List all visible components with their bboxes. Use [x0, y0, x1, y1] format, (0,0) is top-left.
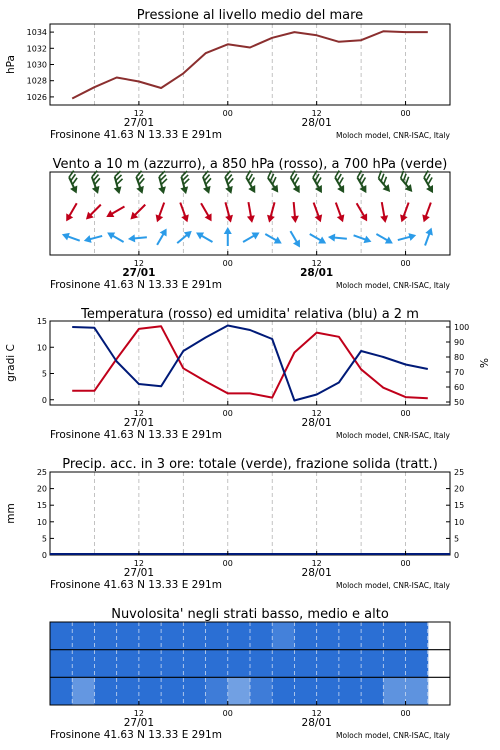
arrow-head [248, 185, 258, 195]
arrow-head [92, 186, 102, 195]
wind-arrow-700hpa [352, 171, 373, 196]
chart-title-3: Precip. acc. in 3 ore: totale (verde), frazione solida (tratt.) [62, 457, 438, 472]
x-date-label: 28/01 [301, 417, 332, 429]
wind-arrow-850hpa [153, 201, 168, 223]
arrow-head [203, 186, 213, 195]
credit-label: Moloch model, CNR-ISAC, Italy [336, 581, 450, 590]
wind-arrow-10m [154, 226, 170, 246]
cloud-cell-alto [50, 622, 73, 650]
x-tick-label: 12 [133, 109, 144, 118]
arrow-head [114, 186, 124, 195]
y-tick-label: 10 [36, 343, 47, 353]
arrow-head [128, 234, 136, 243]
x-tick-label: 00 [222, 559, 233, 568]
wind-arrow-700hpa [307, 171, 328, 196]
credit-label: Moloch model, CNR-ISAC, Italy [336, 131, 450, 140]
arrow-head [158, 186, 168, 195]
x-date-label: 27/01 [123, 417, 155, 429]
arrow-head [224, 227, 232, 234]
humidity-line [72, 326, 428, 401]
y-tick-label-right: 80 [454, 353, 465, 362]
x-date-label: 27/01 [123, 117, 155, 129]
cloud-cell-alto [183, 622, 206, 650]
wind-arrow-10m [241, 229, 261, 245]
y-tick-label-right: 20 [454, 484, 465, 494]
y-tick-label: 1028 [26, 76, 47, 86]
arrow-head [70, 185, 80, 195]
cloud-cell-alto [250, 622, 273, 650]
cloud-cell-basso [294, 677, 317, 705]
cloud-cell-alto [383, 622, 406, 650]
wind-arrow-850hpa [222, 201, 235, 223]
arrow-head [337, 214, 347, 223]
cloud-cell-medio [139, 650, 162, 678]
cloud-cell-medio [272, 650, 295, 678]
y-tick-label: 15 [36, 501, 47, 511]
x-tick-label: 12 [133, 259, 144, 268]
wind-arrow-700hpa [110, 171, 126, 195]
wind-arrow-700hpa [285, 171, 306, 196]
arrow-head [426, 185, 436, 195]
arrow-head [247, 215, 256, 223]
x-tick-label: 12 [311, 259, 322, 268]
credit-label: Moloch model, CNR-ISAC, Italy [336, 731, 450, 740]
x-tick-label: 00 [222, 709, 233, 718]
arrow-head [425, 226, 435, 235]
arrow-head [153, 214, 163, 223]
cloud-cell-alto [161, 622, 184, 650]
wind-arrow-850hpa [128, 202, 149, 223]
wind-arrow-700hpa [373, 171, 396, 195]
location-label: Frosinone 41.63 N 13.33 E 291m [50, 579, 222, 591]
x-tick-label: 12 [133, 559, 144, 568]
wind-arrow-850hpa [398, 201, 413, 223]
x-tick-label: 00 [400, 259, 411, 268]
y-tick-label: 1032 [26, 44, 47, 54]
cloud-cell-medio [206, 650, 229, 678]
x-date-label: 28/01 [301, 567, 332, 579]
y-tick-label: 10 [36, 517, 47, 527]
wind-arrow-700hpa [241, 171, 262, 196]
y-tick-label: 5 [41, 369, 47, 379]
cloud-cell-basso [250, 677, 273, 705]
wind-arrow-10m [421, 226, 435, 247]
y-axis-label: hPa [5, 55, 17, 74]
arrow-head [337, 185, 347, 195]
wind-arrow-700hpa [419, 171, 440, 196]
wind-arrow-700hpa [220, 171, 238, 195]
y-tick-label: 5 [41, 534, 47, 544]
arrow-head [360, 213, 370, 223]
cloud-cell-medio [339, 650, 362, 678]
y-tick-label-right: 100 [454, 323, 470, 332]
wind-arrow-700hpa [64, 171, 83, 196]
y-tick-label: 20 [36, 484, 47, 494]
y-axis-label: gradi C [5, 344, 17, 382]
wind-arrow-700hpa [330, 171, 351, 196]
cloud-cell-basso [139, 677, 162, 705]
cloud-cell-medio [383, 650, 406, 678]
y-tick-label-right: 10 [454, 517, 465, 527]
arrow-head [194, 229, 204, 239]
cloud-cell-basso [117, 677, 140, 705]
x-date-label: 27/01 [123, 717, 155, 729]
chart-title-1: Vento a 10 m (azzurro), a 850 hPa (rosso), a 700 hPa (verde) [52, 157, 448, 172]
location-label: Frosinone 41.63 N 13.33 E 291m [50, 279, 222, 291]
arrow-head [293, 185, 303, 195]
wind-arrow-10m [374, 231, 394, 247]
y-tick-label: 1026 [26, 92, 47, 102]
arrow-head [408, 231, 417, 241]
cloud-cell-alto [317, 622, 340, 650]
cloud-cell-medio [161, 650, 184, 678]
cloud-cell-basso [161, 677, 184, 705]
cloud-cell-medio [228, 650, 251, 678]
wind-arrow-10m [61, 230, 82, 244]
cloud-cell-alto [228, 622, 251, 650]
arrow-head [180, 186, 190, 195]
y-tick-label: 1030 [26, 60, 47, 70]
arrow-head [61, 230, 70, 240]
wind-arrow-10m [308, 231, 328, 247]
y-axis-label-right: % [479, 358, 491, 368]
wind-arrow-10m [287, 229, 303, 249]
cloud-cell-basso [94, 677, 117, 705]
arrow-head [105, 229, 115, 239]
y-tick-label: 15 [36, 317, 47, 326]
arrow-head [83, 235, 92, 245]
wind-arrow-700hpa [176, 171, 192, 195]
arrow-head [293, 239, 303, 249]
x-date-label: 28/01 [301, 717, 332, 729]
cloud-cell-basso [50, 677, 73, 705]
x-tick-label: 12 [133, 709, 144, 718]
y-tick-label: 1034 [26, 28, 47, 38]
arrow-head [385, 237, 395, 247]
x-tick-label: 00 [222, 109, 233, 118]
wind-arrow-10m [175, 228, 195, 246]
wind-arrow-700hpa [262, 171, 284, 195]
x-tick-label: 00 [400, 709, 411, 718]
wind-arrow-10m [128, 233, 148, 243]
cloud-cell-medio [317, 650, 340, 678]
x-date-label: 28/01 [300, 267, 334, 279]
wind-arrow-700hpa [87, 171, 105, 195]
location-label: Frosinone 41.63 N 13.33 E 291m [50, 129, 222, 141]
wind-arrow-850hpa [310, 201, 325, 223]
cloud-cell-alto [361, 622, 384, 650]
wind-arrow-850hpa [265, 201, 278, 223]
arrow-head [328, 233, 336, 242]
arrow-head [181, 214, 191, 223]
x-tick-label: 00 [400, 559, 411, 568]
y-tick-label-right: 60 [454, 383, 465, 392]
x-tick-label: 12 [311, 109, 322, 118]
wind-arrow-10m [224, 227, 232, 246]
credit-label: Moloch model, CNR-ISAC, Italy [336, 281, 450, 290]
x-date-label: 27/01 [122, 267, 156, 279]
arrow-head [420, 214, 430, 223]
wind-arrow-850hpa [104, 203, 126, 220]
wind-arrow-850hpa [198, 201, 215, 223]
y-tick-label-right: 90 [454, 338, 465, 347]
x-tick-label: 12 [133, 409, 144, 418]
cloud-cell-medio [72, 650, 95, 678]
arrow-head [315, 214, 325, 223]
cloud-cell-medio [361, 650, 384, 678]
wind-arrow-700hpa [154, 171, 170, 195]
cloud-cell-medio [50, 650, 73, 678]
cloud-cell-basso [317, 677, 340, 705]
cloud-cell-basso [406, 677, 429, 705]
arrow-head [136, 186, 146, 195]
cloud-cell-basso [228, 677, 251, 705]
arrow-head [63, 213, 73, 223]
cloud-cell-alto [139, 622, 162, 650]
chart-title-2: Temperatura (rosso) ed umidita' relativa (blu) a 2 m [81, 307, 419, 322]
arrow-head [160, 226, 170, 236]
arrow-head [225, 186, 235, 195]
wind-arrow-10m [328, 233, 348, 243]
arrow-head [291, 216, 300, 224]
pressure-line [72, 31, 428, 98]
wind-arrow-10m [194, 229, 214, 245]
cloud-cell-alto [72, 622, 95, 650]
credit-label: Moloch model, CNR-ISAC, Italy [336, 431, 450, 440]
x-tick-label: 12 [311, 709, 322, 718]
location-label: Frosinone 41.63 N 13.33 E 291m [50, 429, 222, 441]
location-label: Frosinone 41.63 N 13.33 E 291m [50, 729, 222, 741]
arrow-head [318, 237, 328, 247]
cloud-cell-alto [117, 622, 140, 650]
arrow-head [104, 210, 114, 220]
wind-arrow-10m [105, 229, 125, 245]
cloud-cell-basso [339, 677, 362, 705]
chart-title-0: Pressione al livello medio del mare [136, 8, 364, 23]
wind-arrow-850hpa [63, 201, 80, 223]
cloud-cell-basso [206, 677, 229, 705]
wind-arrow-850hpa [83, 202, 104, 223]
cloud-cell-medio [250, 650, 273, 678]
wind-arrow-850hpa [332, 201, 347, 223]
cloud-cell-alto [406, 622, 429, 650]
y-tick-label: 0 [41, 551, 47, 560]
cloud-cell-alto [206, 622, 229, 650]
wind-arrow-850hpa [353, 201, 370, 223]
y-tick-label-right: 50 [454, 398, 465, 407]
wind-arrow-10m [263, 231, 283, 247]
wind-arrow-10m [352, 232, 373, 246]
x-tick-label: 00 [222, 259, 233, 268]
arrow-head [265, 215, 275, 224]
wind-arrow-850hpa [420, 201, 435, 223]
chart-title-4: Nuvolosita' negli strati basso, medio e alto [111, 607, 389, 622]
wind-arrow-10m [397, 231, 417, 244]
y-tick-label-right: 25 [454, 468, 465, 477]
cloud-cell-medio [406, 650, 429, 678]
arrow-head [274, 237, 284, 247]
temperature-line [72, 326, 428, 398]
cloud-cell-basso [72, 677, 95, 705]
wind-arrow-700hpa [198, 171, 216, 195]
x-tick-label: 00 [400, 109, 411, 118]
cloud-cell-basso [383, 677, 406, 705]
wind-arrow-850hpa [290, 202, 300, 224]
arrow-head [225, 215, 235, 224]
y-tick-label-right: 5 [454, 534, 460, 544]
y-tick-label-right: 15 [454, 501, 465, 511]
cloud-cell-basso [272, 677, 295, 705]
plot-frame-0 [50, 24, 450, 105]
wind-arrow-850hpa [378, 201, 390, 223]
wind-arrow-700hpa [395, 171, 418, 195]
cloud-cell-basso [361, 677, 384, 705]
cloud-cell-medio [94, 650, 117, 678]
y-tick-label: 0 [41, 395, 47, 405]
plot-frame-3 [50, 472, 450, 555]
arrow-head [251, 229, 261, 239]
cloud-cell-alto [339, 622, 362, 650]
x-tick-label: 00 [222, 409, 233, 418]
wind-arrow-700hpa [131, 171, 149, 195]
cloud-cell-medio [117, 650, 140, 678]
cloud-cell-medio [294, 650, 317, 678]
cloud-cell-alto [94, 622, 117, 650]
cloud-cell-medio [183, 650, 206, 678]
arrow-head [380, 215, 389, 223]
cloud-cell-alto [272, 622, 295, 650]
wind-arrow-850hpa [176, 201, 191, 223]
x-date-label: 27/01 [123, 567, 155, 579]
x-tick-label: 00 [400, 409, 411, 418]
y-tick-label-right: 70 [454, 368, 465, 377]
cloud-cell-alto [294, 622, 317, 650]
x-date-label: 28/01 [301, 117, 332, 129]
arrow-head [398, 214, 408, 223]
y-tick-label: 25 [36, 468, 47, 477]
y-tick-label-right: 0 [454, 551, 460, 560]
x-tick-label: 12 [311, 559, 322, 568]
arrow-head [364, 236, 373, 246]
y-axis-label: mm [5, 503, 17, 524]
cloud-cell-basso [183, 677, 206, 705]
wind-arrow-850hpa [244, 201, 256, 223]
arrow-head [205, 213, 215, 223]
x-tick-label: 12 [311, 409, 322, 418]
wind-arrow-10m [83, 232, 103, 245]
